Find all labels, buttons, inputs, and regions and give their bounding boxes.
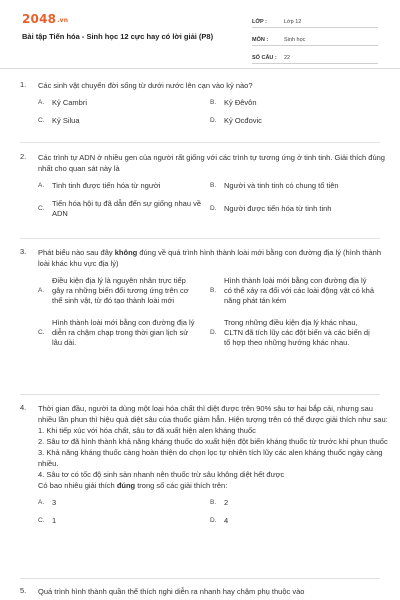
question-number: 1.: [20, 80, 27, 89]
option-letter: D.: [210, 205, 217, 212]
question-1: [20, 80, 390, 126]
option-text: Người và tinh tinh có chung tổ tiên: [224, 181, 339, 190]
option-a[interactable]: [38, 181, 210, 191]
site-logo[interactable]: [22, 12, 68, 26]
question-emphasis: không: [114, 248, 138, 257]
answer-options: [38, 181, 390, 219]
ask-text-part: Có bao nhiêu giải thích: [38, 481, 117, 490]
option-letter: C.: [38, 517, 45, 524]
option-letter: A.: [38, 182, 45, 189]
option-d[interactable]: [210, 516, 382, 526]
question-5: [20, 586, 390, 597]
option-text: Hình thành loài mới bằng con đường địa lý có thể xảy ra đối với các loài động vật có khả năng phát tán kém: [224, 276, 374, 305]
option-c[interactable]: [38, 516, 210, 526]
option-a[interactable]: [38, 98, 210, 108]
ask-text-part: trong số các giải thích trên:: [135, 481, 228, 490]
option-letter: B.: [210, 99, 217, 106]
question-text: [38, 247, 390, 269]
question-separator: [20, 142, 380, 143]
statement-line: 3. Khả năng kháng thuốc càng hoàn thiện do chọn lọc tự nhiên tích lũy các alen kháng thuốc ngày càng nhiều.: [38, 448, 383, 468]
option-d[interactable]: [210, 318, 382, 348]
question-2: [20, 152, 390, 219]
option-text: Kỷ Cambri: [52, 98, 88, 107]
meta-key: MÔN :: [252, 37, 269, 43]
option-letter: A.: [38, 99, 45, 106]
option-c[interactable]: [38, 318, 210, 348]
option-b[interactable]: [210, 181, 382, 191]
option-letter: B.: [210, 499, 217, 506]
meta-value: Sinh học: [284, 37, 306, 43]
option-text: Trong những điều kiện địa lý khác nhau, CLTN đã tích lũy các đột biến và các biến dị tổ hợp theo những hướng khác nhau.: [224, 318, 370, 347]
question-4: [20, 403, 390, 526]
option-letter: D.: [210, 329, 217, 336]
question-separator: [20, 578, 380, 579]
question-text: Quá trình hình thành quần thể thích nghi diễn ra nhanh hay chậm phụ thuộc vào: [38, 587, 305, 596]
answer-options: [38, 498, 390, 526]
option-letter: B.: [210, 287, 217, 294]
option-text: Kỷ Đêvôn: [224, 98, 257, 107]
question-ask: [38, 480, 390, 491]
option-text: Tiến hóa hội tụ đã dẫn đến sự giống nhau về ADN: [52, 199, 202, 218]
option-text: Kỷ Silua: [52, 116, 80, 125]
option-letter: A.: [38, 287, 45, 294]
question-text: Các sinh vật chuyển đời sống từ dưới nước lên cạn vào kỷ nào?: [38, 81, 253, 90]
option-c[interactable]: [38, 116, 210, 126]
option-letter: D.: [210, 117, 217, 124]
statement-line: 4. Sâu tơ có tốc độ sinh sản nhanh nên thuốc trừ sâu không diệt hết được: [38, 470, 285, 479]
option-b[interactable]: [210, 98, 382, 108]
page-header: [0, 0, 400, 64]
option-letter: B.: [210, 182, 217, 189]
answer-options: [38, 98, 390, 126]
option-text: Hình thành loài mới bằng con đường địa lý diễn ra chậm chạp trong thời gian lịch sử lâu dài.: [52, 318, 195, 347]
option-letter: C.: [38, 117, 45, 124]
option-b[interactable]: [210, 498, 382, 508]
option-letter: D.: [210, 517, 217, 524]
answer-options: [38, 276, 390, 348]
option-letter: C.: [38, 205, 45, 212]
question-number: 2.: [20, 152, 27, 161]
option-letter: A.: [38, 499, 45, 506]
meta-row-count: [252, 50, 378, 64]
logo-suffix: .vn: [57, 17, 69, 24]
option-text: Kỷ Ocđovic: [224, 116, 262, 125]
header-divider: [0, 68, 400, 69]
question-number: 4.: [20, 403, 27, 412]
question-number: 5.: [20, 586, 27, 595]
question-text: Thời gian đầu, người ta dùng một loại hóa chất thì diệt được trên 90% sâu tơ hại bắp cải, nhưng sau nhiều lần phun thì hiệu quả diệt sâu của thuốc giảm hẳn. Hiện tượng trên có thể được giải thích như sau:: [38, 404, 388, 424]
statement-line: 1. Khi tiếp xúc với hóa chất, sâu tơ đã xuất hiện alen kháng thuốc: [38, 426, 256, 435]
option-d[interactable]: [210, 116, 382, 126]
option-text: Người được tiến hóa từ tinh tinh: [224, 204, 332, 213]
question-text-part: Phát biểu nào sau đây: [38, 248, 115, 257]
question-separator: [20, 238, 380, 239]
option-text: Điều kiện địa lý là nguyên nhân trực tiếp gây ra những biến đổi tương ứng trên cơ thể sinh vật, từ đó tạo thành loài mới: [52, 276, 189, 305]
logo-text: 2048: [22, 12, 57, 26]
option-c[interactable]: [38, 199, 210, 219]
option-text: Tinh tinh được tiến hóa từ người: [52, 181, 161, 190]
question-text-part: đúng về quá trình hình thành loài mới bằng con đường địa lý (hình thành loài khác khu vực địa lý): [38, 248, 382, 268]
option-text: 3: [52, 498, 57, 507]
meta-value: Lớp 12: [284, 19, 302, 25]
meta-row-class: [252, 14, 378, 28]
option-a[interactable]: [38, 498, 210, 508]
option-text: 2: [224, 498, 229, 507]
meta-key: LỚP :: [252, 19, 267, 25]
option-letter: C.: [38, 329, 45, 336]
statement-line: 2. Sâu tơ đã hình thành khả năng kháng thuốc do xuất hiện đột biến kháng thuốc từ trước khi phun thuốc: [38, 437, 388, 446]
question-3: [20, 247, 390, 348]
document-title: Bài tập Tiến hóa - Sinh học 12 cực hay có lời giải (P8): [22, 32, 214, 41]
question-separator: [20, 394, 380, 395]
question-number: 3.: [20, 247, 27, 256]
option-text: 1: [52, 516, 57, 525]
meta-key: SỐ CÂU :: [252, 55, 277, 61]
meta-row-subject: [252, 32, 378, 46]
option-d[interactable]: [210, 199, 382, 219]
ask-emphasis: đúng: [116, 481, 136, 490]
option-text: 4: [224, 516, 229, 525]
option-a[interactable]: [38, 276, 210, 306]
meta-value: 22: [284, 55, 291, 61]
option-b[interactable]: [210, 276, 382, 306]
document-meta: [252, 14, 378, 68]
question-text: Các trình tự ADN ở nhiều gen của người rất giống với các trình tự tương ứng ở tinh tinh. Giải thích đúng nhất cho quan sát này là: [38, 153, 385, 173]
